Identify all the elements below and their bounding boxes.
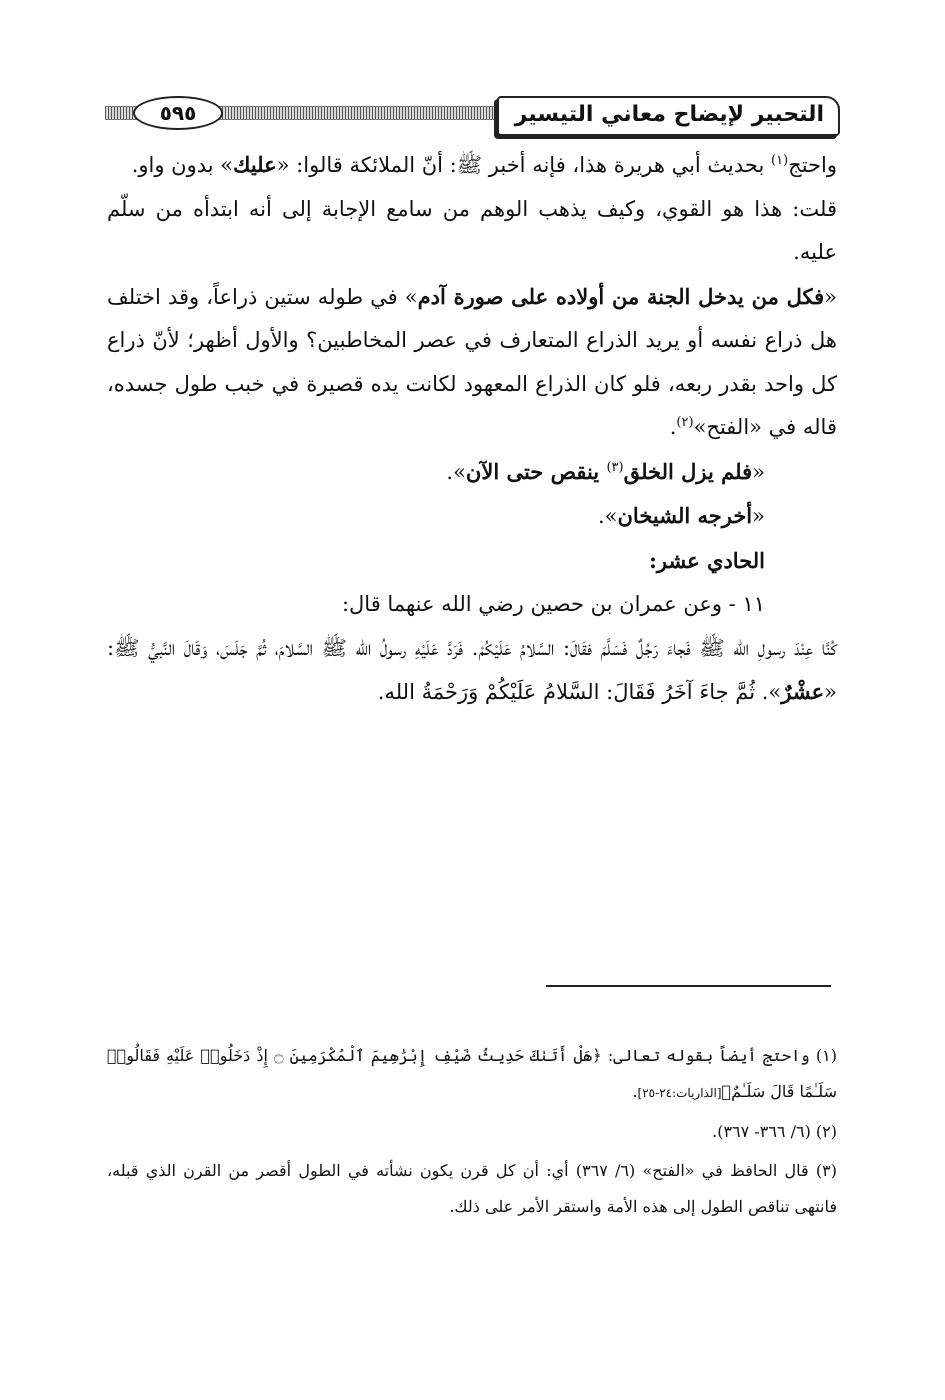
book-title: التحبير لإيضاح معاني التيسير	[497, 96, 840, 136]
text-run: » بدون واو.	[131, 153, 234, 177]
bold-text: فلم يزل الخلق	[623, 458, 753, 484]
footnote-ref: (١)	[771, 153, 789, 168]
text-run: .	[632, 1082, 638, 1101]
text-run: .	[669, 415, 677, 439]
paragraph	[107, 143, 837, 188]
bold-text: عليك	[233, 152, 277, 177]
text-run: كُنَّا عِنْدَ رسولِ الله ﷺ فَجاءَ رَجُلٌ فَسَلَّمَ فقَالَ: السَّلامُ عَلَيْكُمْ. فَرَدَّ عَلَيْهِ رسولُ الله ﷺ السَّلامَ، ثُمَّ جَلَسَ، وَقَالَ النَّبيُّ ﷺ: «	[107, 635, 837, 704]
text-run: واحتج	[788, 153, 837, 177]
text-run: ».	[446, 459, 466, 484]
citation: [الذاريات:٢٤-٢٥]	[637, 1086, 722, 1100]
paragraph	[107, 494, 837, 539]
text-run: قلت: هذا هو القوي، وكيف يذهب الوهم من سامع الإجابة إلى أنه ابتدأه من سلّم عليه.	[107, 196, 837, 264]
paragraph	[107, 539, 837, 584]
bold-text: ينقص حتى الآن	[465, 458, 607, 484]
text-run: «	[824, 284, 837, 309]
text-run: (١) واحتج أيضاً بقوله تعالى: ﴿هَلْ أَتَىٰكَ حَدِيثُ ضَيْفِ إِبْرَٰهِيمَ ٱلْمُكْرَمِينَ ۝ إِذْ دَخَلُوا۟ عَلَيْهِ فَقَالُوا۟ سَلَـٰمًا قَالَ سَلَـٰمٌ﴾	[107, 1046, 838, 1101]
paragraph	[107, 450, 837, 495]
text-run: «	[752, 504, 765, 528]
bold-text: عشْرٌ	[781, 679, 825, 704]
footnotes	[107, 1038, 837, 1228]
footnote-separator	[546, 985, 831, 987]
text-run: بحديث أبي هريرة هذا، فإنه أخبر ﷺ: أنّ الملائكة قالوا: «	[276, 153, 771, 177]
text-run: ».	[597, 504, 618, 528]
text-run: ». ثُمَّ جاءَ آخَرُ فَقَالَ: السَّلامُ عَلَيْكُمْ وَرَحْمَةُ الله.	[377, 680, 782, 704]
bold-text: أخرجه الشيخان	[617, 503, 753, 528]
bold-text: فكل من يدخل الجنة من أولاده على صورة آدم	[417, 283, 825, 309]
main-text	[107, 143, 837, 715]
paragraph	[107, 188, 837, 275]
footnote	[107, 1038, 837, 1111]
page-number: ٥٩٥	[133, 96, 223, 130]
text-run: «	[752, 459, 765, 484]
footnote-ref: (٣)	[606, 459, 624, 475]
footnote	[107, 1114, 837, 1150]
footnote	[107, 1153, 837, 1225]
bold-text: الحادي عشر:	[649, 547, 765, 573]
paragraph	[107, 275, 837, 450]
text-run: (٣) قال الحافظ في «الفتح» (٦/ ٣٦٧) أي: أن كل قرن يكون نشأته في الطول أقصر من القرن الذي قبله، فانتهى تناقص الطول إلى هذه الأمة واستقر الأمر على ذلك.	[107, 1161, 838, 1216]
paragraph	[107, 583, 837, 627]
footnote-ref: (٢)	[676, 415, 694, 430]
page-header	[105, 96, 840, 144]
text-run: ١١ - وعن عمران بن حصين رضي الله عنهما قال:	[341, 592, 765, 616]
text-run: (٢) (٦/ ٣٦٦- ٣٦٧).	[712, 1122, 837, 1141]
paragraph	[107, 627, 837, 715]
text-run: » في طوله ستين ذراعاً، وقد اختلف هل ذراع نفسه أو يريد الذراع المتعارف في عصر المخاطبين؟ والأول أظهر؛ لأنّ ذراع كل واحد بقدر ربعه، فلو كان الذراع المعهود لكانت يده قصيرة في خبب طول جسده، قاله في «الفتح»	[107, 284, 837, 439]
